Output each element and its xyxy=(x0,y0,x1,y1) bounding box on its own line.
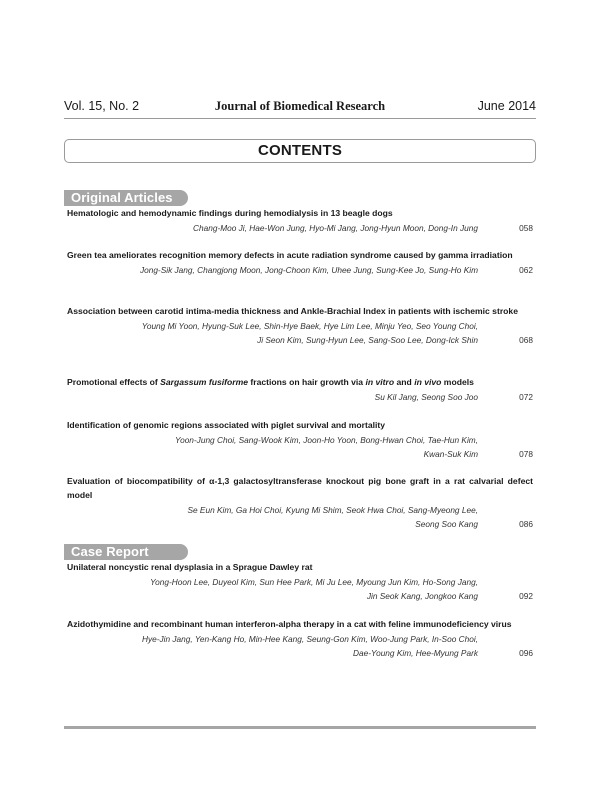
section-label: Case Report xyxy=(71,544,149,559)
author-list xyxy=(67,575,533,603)
toc-entry[interactable] xyxy=(67,304,533,347)
author-list xyxy=(67,390,533,404)
title-text: Hematologic and hemodynamic findings during hemodialysis in 13 beagle dogs xyxy=(67,208,393,218)
section-tab-case-report xyxy=(64,544,188,560)
title-text: and xyxy=(394,377,415,387)
title-text: Promotional effects of xyxy=(67,377,161,387)
author-line: Ji Seon Kim, Sung-Hyun Lee, Sang-Soo Lee, Dong-Ick Shin xyxy=(257,335,478,345)
title-text: fractions on hair growth via xyxy=(248,377,366,387)
author-line: Chang-Moo Ji, Hae-Won Jung, Hyo-Mi Jang, Jong-Hyun Moon, Dong-In Jung xyxy=(193,223,478,233)
author-line: Hye-Jin Jang, Yen-Kang Ho, Min-Hee Kang, Seung-Gon Kim, Woo-Jung Park, In-Soo Choi, xyxy=(141,634,478,644)
toc-entry[interactable] xyxy=(67,248,533,277)
author-line: Kwan-Suk Kim xyxy=(423,449,478,459)
page-number: 058 xyxy=(519,223,533,233)
author-list xyxy=(67,433,533,461)
article-title[interactable] xyxy=(67,617,533,631)
title-text: Identification of genomic regions associated with piglet survival and mortality xyxy=(67,420,386,430)
author-line: Su Kil Jang, Seong Soo Joo xyxy=(374,392,478,402)
author-line: Young Mi Yoon, Hyung-Suk Lee, Shin-Hye Baek, Hye Lim Lee, Minju Yeo, Seo Young Choi, xyxy=(141,321,478,331)
toc-entry[interactable] xyxy=(67,617,533,660)
page-number: 092 xyxy=(519,591,533,601)
header-rule xyxy=(64,118,536,119)
author-list xyxy=(67,319,533,347)
issue-date: June 2014 xyxy=(477,99,536,113)
volume-number: Vol. 15, No. 2 xyxy=(64,99,140,113)
author-list xyxy=(67,503,533,531)
title-text: Association between carotid intima-media thickness and Ankle-Brachial Index in patients with ischemic stroke xyxy=(67,306,518,316)
article-title[interactable] xyxy=(67,560,533,574)
author-line: Se Eun Kim, Ga Hoi Choi, Kyung Mi Shim, Seok Hwa Choi, Sang-Myeong Lee, xyxy=(187,505,478,515)
author-line: Jin Seok Kang, Jongkoo Kang xyxy=(366,591,478,601)
contents-heading-box xyxy=(64,139,536,163)
page-number: 062 xyxy=(519,265,533,275)
section-label: Original Articles xyxy=(71,190,173,205)
footer-rule xyxy=(64,726,536,729)
article-title[interactable] xyxy=(67,375,533,389)
title-text: Evaluation of biocompatibility of α-1,3 galactosyltransferase knockout pig bone graft in a rat calvarial defect model xyxy=(67,476,533,500)
author-list xyxy=(67,632,533,660)
title-text: Azidothymidine and recombinant human interferon-alpha therapy in a cat with feline immunodeficiency virus xyxy=(67,619,512,629)
title-italic-term: in vitro xyxy=(365,377,395,387)
author-list xyxy=(67,263,533,277)
title-text: Unilateral noncystic renal dysplasia in a Sprague Dawley rat xyxy=(67,562,313,572)
title-italic-term: Sargassum fusiforme xyxy=(160,377,248,387)
page-number: 078 xyxy=(519,449,533,459)
page-number: 086 xyxy=(519,519,533,529)
title-text: models xyxy=(441,377,474,387)
author-line: Yoon-Jung Choi, Sang-Wook Kim, Joon-Ho Yoon, Bong-Hwan Choi, Tae-Hun Kim, xyxy=(175,435,478,445)
page-number: 096 xyxy=(519,648,533,658)
page-number: 072 xyxy=(519,392,533,402)
title-text: Green tea ameliorates recognition memory defects in acute radiation syndrome caused by gamma irradiation xyxy=(67,250,513,260)
page-number: 068 xyxy=(519,335,533,345)
toc-entry[interactable] xyxy=(67,375,533,404)
author-list xyxy=(67,221,533,235)
toc-entry[interactable] xyxy=(67,474,533,531)
article-title[interactable] xyxy=(67,248,533,262)
article-title[interactable] xyxy=(67,418,533,432)
article-title[interactable] xyxy=(67,304,533,318)
contents-title: CONTENTS xyxy=(257,142,343,159)
article-title[interactable] xyxy=(67,206,533,220)
author-line: Yong-Hoon Lee, Duyeol Kim, Sun Hee Park, Mi Ju Lee, Myoung Jun Kim, Ho-Song Jang, xyxy=(150,577,478,587)
running-header xyxy=(64,99,536,119)
article-title[interactable] xyxy=(67,474,533,502)
title-italic-term: in vivo xyxy=(414,377,442,387)
toc-entry[interactable] xyxy=(67,418,533,461)
author-line: Seong Soo Kang xyxy=(415,519,478,529)
journal-title: Journal of Biomedical Research xyxy=(214,99,386,113)
toc-entry[interactable] xyxy=(67,206,533,235)
section-tab-original-articles xyxy=(64,190,188,206)
author-line: Dae-Young Kim, Hee-Myung Park xyxy=(353,648,478,658)
toc-entry[interactable] xyxy=(67,560,533,603)
author-line: Jong-Sik Jang, Changjong Moon, Jong-Choon Kim, Uhee Jung, Sung-Kee Jo, Sung-Ho Kim xyxy=(139,265,478,275)
